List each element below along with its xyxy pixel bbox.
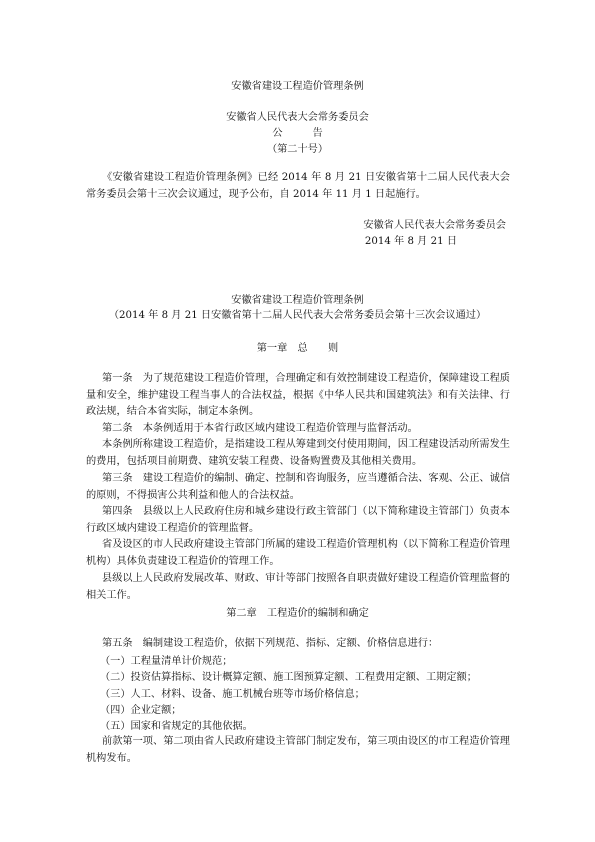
article-5-para-2: 前款第一项、第二项由省人民政府建设主管部门制定发布，第三项由设区的市工程造价管理机构发布。	[86, 736, 510, 764]
document-title: 安徽省建设工程造价管理条例	[231, 81, 364, 92]
signature-date: 2014 年 8 月 21 日	[364, 236, 457, 247]
announcement-text: 《安徽省建设工程造价管理条例》已经 2014 年 8 月 21 日安徽省第十二届人民代表大会常务委员会第十三次会议通过，现予公布，自 2014 年 11 月 1 日起施行。	[86, 172, 510, 200]
article-4: 第四条 县级以上人民政府住房和城乡建设行政主管部门（以下简称建设主管部门）负责本行政区域内建设工程造价的管理监督。	[86, 506, 510, 534]
list-item: （三）人工、材料、设备、施工机械台班等市场价格信息；	[100, 689, 365, 700]
announcement-heading	[0, 127, 595, 141]
announcement-number: （第二十号）	[266, 144, 329, 155]
list-item: （二）投资估算指标、设计概算定额、施工图预算定额、工程费用定额、工期定额；	[100, 672, 477, 683]
announcement-char-2: 告	[312, 128, 323, 139]
chapter-2-heading: 第二章 工程造价的编制和确定	[226, 608, 369, 619]
signature-org: 安徽省人民代表大会常务委员会	[363, 220, 506, 231]
article-2-para-2: 本条例所称建设工程造价，是指建设工程从筹建到交付使用期间，因工程建设活动所需发生的费用，包括项目前期费、建筑安装工程费、设备购置费及其他相关费用。	[86, 439, 510, 467]
regulation-subtitle: （2014 年 8 月 21 日安徽省第十二届人民代表大会常务委员会第十三次会议通过）	[108, 310, 487, 321]
article-4-para-2: 省及设区的市人民政府建设主管部门所属的建设工程造价管理机构（以下简称工程造价管理机构）具体负责建设工程造价的管理工作。	[86, 539, 510, 567]
issuer: 安徽省人民代表大会常务委员会	[226, 112, 369, 123]
list-item: （一）工程量清单计价规范；	[100, 656, 233, 667]
article-4-para-3: 县级以上人民政府发展改革、财政、审计等部门按照各自职责做好建设工程造价管理监督的相关工作。	[86, 573, 510, 601]
list-item: （五）国家和省规定的其他依据。	[100, 721, 253, 732]
chapter-1-heading: 第一章 总 则	[256, 343, 339, 354]
article-2: 第二条 本条例适用于本省行政区域内建设工程造价管理与监督活动。	[102, 423, 418, 434]
list-item: （四）企业定额；	[100, 705, 182, 716]
regulation-title: 安徽省建设工程造价管理条例	[231, 295, 364, 306]
announcement-char-1: 公	[272, 128, 283, 139]
article-5: 第五条 编制建设工程造价，依据下列规范、指标、定额、价格信息进行：	[102, 638, 439, 649]
article-1: 第一条 为了规范建设工程造价管理，合理确定和有效控制建设工程造价，保障建设工程质量和安全，维护建设工程当事人的合法权益，根据《中华人民共和国建筑法》和有关法律、行政法规，结合本省实际，制定本条例。	[86, 373, 510, 418]
article-3: 第三条 建设工程造价的编制、确定、控制和咨询服务，应当遵循合法、客观、公正、诚信的原则，不得损害公共利益和他人的合法权益。	[86, 473, 510, 501]
